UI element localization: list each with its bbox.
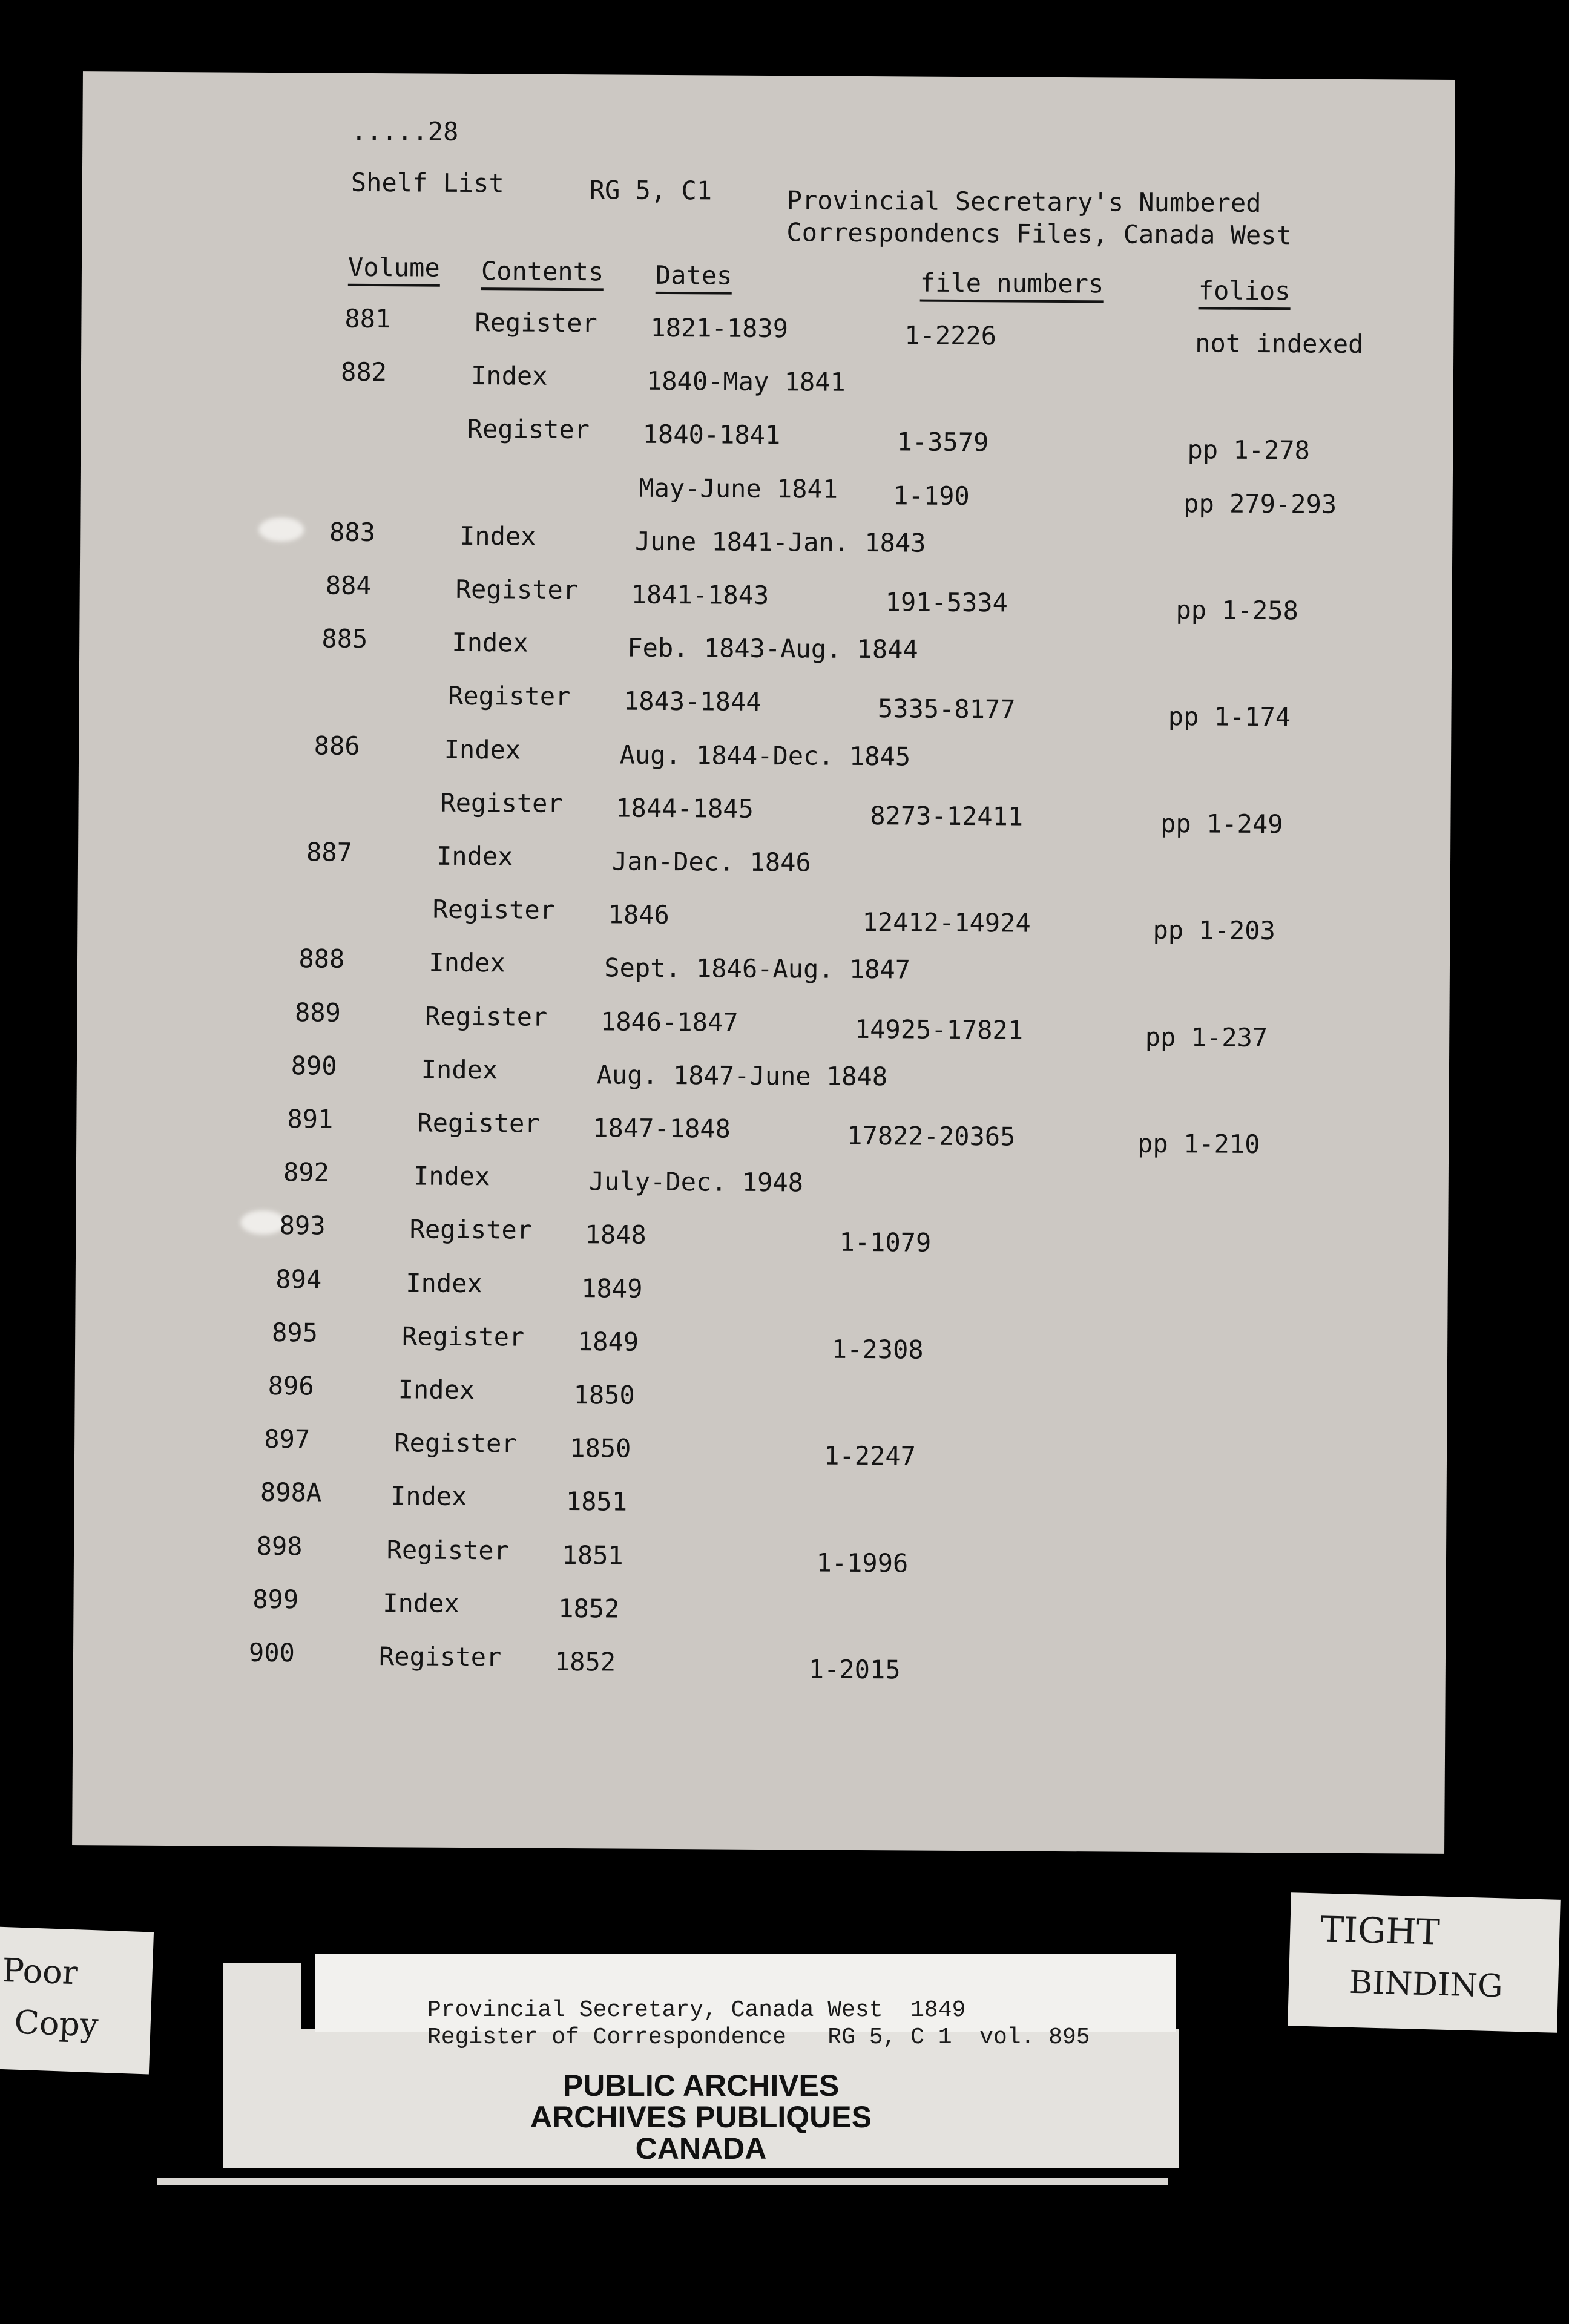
cell-dates: 1851 <box>562 1540 623 1571</box>
cell-volume: 898 <box>256 1531 303 1561</box>
cell-dates: 1848 <box>585 1219 646 1250</box>
cell-dates: Feb. 1843-Aug. 1844 <box>627 632 918 665</box>
archive-name-en: PUBLIC ARCHIVES <box>562 2069 840 2102</box>
cell-folios: pp 1-203 <box>1153 915 1275 946</box>
cell-dates: May-June 1841 <box>639 473 838 504</box>
cell-contents: Index <box>398 1374 475 1405</box>
cell-volume: 898A <box>260 1477 322 1508</box>
cell-dates: 1821-1839 <box>650 312 789 344</box>
cell-volume: 896 <box>268 1371 314 1401</box>
cell-contents: Index <box>429 948 505 978</box>
cell-contents: Index <box>444 734 521 765</box>
cell-folios: pp 1-237 <box>1145 1022 1268 1052</box>
cell-dates: 1849 <box>577 1326 639 1357</box>
cell-contents: Register <box>455 574 579 605</box>
cell-contents: Register <box>467 414 590 445</box>
archive-country: CANADA <box>635 2132 767 2165</box>
cell-dates: 1850 <box>570 1433 631 1463</box>
cell-volume: 882 <box>340 356 387 387</box>
note-text-line1: Poor <box>1 1951 79 1992</box>
cell-file-numbers: 1-2015 <box>808 1654 901 1685</box>
cell-volume: 881 <box>344 303 391 334</box>
column-header-volume: Volume <box>348 255 440 287</box>
cell-volume: 897 <box>264 1424 311 1454</box>
tight-binding-note <box>1288 1892 1561 2033</box>
card-edge-strip <box>157 2178 1168 2185</box>
poor-copy-note <box>0 1927 154 2075</box>
cell-contents: Index <box>413 1161 490 1192</box>
cell-contents: Index <box>421 1054 498 1085</box>
cell-contents: Register <box>386 1534 510 1566</box>
document-title-line1: Provincial Secretary's Numbered <box>786 185 1261 218</box>
cell-contents: Register <box>394 1428 517 1459</box>
cell-dates: 1847-1848 <box>593 1113 731 1144</box>
cell-file-numbers: 8273-12411 <box>870 800 1024 832</box>
cell-file-numbers: 1-1996 <box>816 1548 909 1578</box>
cell-dates: 1843-1844 <box>623 686 761 717</box>
cell-contents: Register <box>409 1214 533 1246</box>
cell-dates: Aug. 1844-Dec. 1845 <box>619 740 911 772</box>
cell-volume: 890 <box>291 1051 337 1081</box>
document-title-line2: Correspondencs Files, Canada West <box>786 217 1292 251</box>
cell-volume: 885 <box>321 623 368 654</box>
cell-folios: pp 1-174 <box>1168 701 1291 732</box>
cell-folios: pp 1-278 <box>1187 435 1311 465</box>
cell-folios: pp 1-249 <box>1160 808 1283 839</box>
cell-folios: pp 1-210 <box>1137 1128 1260 1160</box>
cell-volume: 892 <box>283 1157 330 1187</box>
cell-dates: Aug. 1847-June 1848 <box>596 1060 888 1092</box>
cell-dates: July-Dec. 1948 <box>588 1166 804 1198</box>
cell-file-numbers: 14925-17821 <box>854 1014 1024 1045</box>
cell-dates: 1844-1845 <box>616 793 754 824</box>
cell-volume: 899 <box>252 1584 299 1615</box>
cell-contents: Index <box>383 1587 459 1618</box>
cell-contents: Index <box>390 1481 467 1512</box>
shelf-list-label: Shelf List <box>350 167 504 199</box>
cell-file-numbers: 191-5334 <box>885 587 1008 618</box>
cell-dates: 1840-May 1841 <box>646 366 846 397</box>
cell-file-numbers: 5335-8177 <box>877 694 1016 724</box>
cell-volume: 884 <box>325 570 372 601</box>
cell-contents: Index <box>459 520 536 551</box>
cell-volume: 900 <box>248 1637 295 1668</box>
cell-dates: 1849 <box>581 1273 643 1304</box>
cell-dates: Jan-Dec. 1846 <box>611 846 811 878</box>
cell-volume: 886 <box>314 730 360 761</box>
cell-contents: Register <box>424 1001 548 1032</box>
cell-contents: Register <box>417 1108 540 1138</box>
cell-file-numbers: 12412-14924 <box>862 907 1031 938</box>
cell-dates: 1852 <box>558 1593 620 1624</box>
cell-folios: not indexed <box>1195 328 1364 359</box>
cell-folios: pp 279-293 <box>1183 488 1337 519</box>
cell-volume: 895 <box>271 1317 318 1348</box>
cell-contents: Register <box>378 1641 502 1672</box>
cell-volume: 883 <box>329 517 376 547</box>
record-group: RG 5, C1 <box>589 175 712 206</box>
cell-file-numbers: 1-1079 <box>839 1227 932 1258</box>
column-header-folios: folios <box>1199 278 1291 310</box>
note-text-line2: BINDING <box>1349 1964 1504 2005</box>
cell-dates: 1840-1841 <box>642 419 781 450</box>
card-notch <box>1176 1963 1191 2029</box>
cell-dates: 1841-1843 <box>631 579 769 611</box>
cell-contents: Register <box>447 681 571 712</box>
cell-file-numbers: 1-2308 <box>831 1334 924 1365</box>
column-header-file-numbers: file numbers <box>920 271 1104 303</box>
page-number: .....28 <box>351 116 459 146</box>
column-header-contents: Contents <box>481 258 604 290</box>
cell-volume: 887 <box>306 837 353 867</box>
cell-file-numbers: 1-2247 <box>824 1440 916 1471</box>
note-text-line2: Copy <box>13 2003 99 2044</box>
cell-contents: Index <box>470 361 548 391</box>
cell-volume: 893 <box>279 1210 326 1241</box>
cell-file-numbers: 17822-20365 <box>847 1120 1016 1152</box>
cell-dates: 1851 <box>565 1486 628 1517</box>
archive-name-fr: ARCHIVES PUBLIQUES <box>530 2100 872 2134</box>
column-header-dates: Dates <box>656 263 732 295</box>
card-line-1: Provincial Secretary, Canada West 1849 <box>427 1997 966 2023</box>
cell-dates: Sept. 1846-Aug. 1847 <box>604 953 911 985</box>
cell-dates: June 1841-Jan. 1843 <box>634 526 926 558</box>
cell-contents: Index <box>436 841 513 872</box>
cell-volume: 888 <box>298 944 345 974</box>
note-text-line1: TIGHT <box>1320 1908 1441 1953</box>
cell-dates: 1846-1847 <box>600 1006 738 1037</box>
cell-contents: Index <box>452 628 528 658</box>
cell-contents: Index <box>406 1267 482 1298</box>
cell-contents: Register <box>401 1321 525 1352</box>
cell-file-numbers: 1-3579 <box>896 427 989 458</box>
cell-dates: 1852 <box>554 1646 616 1677</box>
cell-contents: Register <box>475 307 597 338</box>
archive-label-card <box>223 1963 1179 2168</box>
cell-file-numbers: 1-2226 <box>904 320 997 351</box>
cell-folios: pp 1-258 <box>1176 595 1299 626</box>
card-line-2: Register of Correspondence RG 5, C 1 vol. 895 <box>427 2024 1090 2050</box>
cell-volume: 894 <box>275 1264 322 1295</box>
cell-contents: Register <box>432 894 556 925</box>
cell-dates: 1846 <box>608 899 669 930</box>
paper-blemish <box>258 517 304 542</box>
shelf-list-sheet <box>72 71 1455 1854</box>
cell-file-numbers: 1-190 <box>893 480 970 511</box>
cell-volume: 891 <box>287 1104 334 1134</box>
cell-volume: 889 <box>294 997 341 1028</box>
cell-contents: Register <box>440 787 563 818</box>
cell-dates: 1850 <box>573 1380 635 1410</box>
